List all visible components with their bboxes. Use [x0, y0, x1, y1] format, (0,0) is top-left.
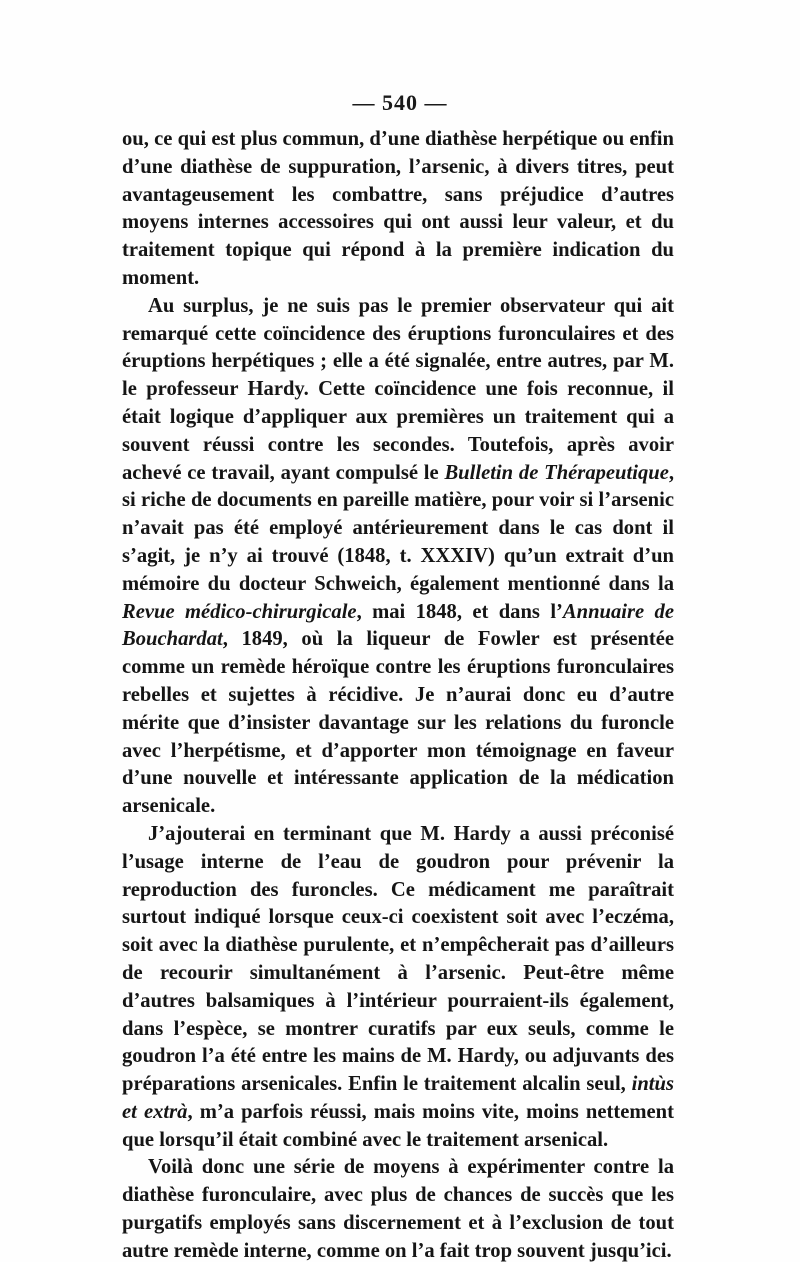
text-run: ou, ce qui est plus commun, d’une diathèse herpétique ou enfin d’une diathèse de suppuration, l’arsenic, à divers titres, peut avantageusement les combattre, sans préjudice d’autres moyens internes accessoires qui ont aussi leur valeur, et du traitement topique qui répond à la première indication du moment.	[122, 128, 674, 289]
text-run: , m’a parfois réussi, mais moins vite, moins nettement que lorsqu’il était combiné avec le traitement arsenical.	[122, 1100, 674, 1151]
text-run: Au surplus, je ne suis pas le premier observateur qui ait remarqué cette coïncidence des éruptions furonculaires et des éruptions herpétiques ; elle a été signalée, entre autres, par M. le professeur Hardy. Cette coïncidence une fois reconnue, il était logique d’appliquer aux premières un traitement qui a souvent réussi contre les secondes. Toutefois, après avoir achevé ce travail, ayant compulsé le	[122, 294, 674, 484]
text-run: J’ajouterai en terminant que M. Hardy a aussi préconisé l’usage interne de l’eau de goudron pour prévenir la reproduction des furoncles. Ce médicament me paraîtrait surtout indiqué lorsque ceux-ci coexistent soit avec l’eczéma, soit avec la diathèse purulente, et n’empêcherait pas d’ailleurs de recourir simultanément à l’arsenic. Peut-être même d’autres balsamiques à l’intérieur pourraient-ils également, dans l’espèce, se montrer curatifs par eux seuls, comme le goudron l’a été entre les mains de M. Hardy, ou adjuvants des préparations arsenicales. Enfin le traitement alcalin seul,	[122, 822, 674, 1096]
text-run: , mai 1848, et dans l’	[356, 600, 563, 623]
paragraph-2	[122, 293, 674, 821]
paragraph-3	[122, 821, 674, 1155]
paragraph-4	[122, 1154, 674, 1265]
latin-phrase: intùs et extrà	[122, 1073, 674, 1123]
page-number: — 540 —	[352, 90, 448, 115]
body-text	[122, 126, 674, 1266]
text-run: , si riche de documents en pareille matière, pour voir si l’arsenic n’avait pas été employé antérieurement dans le cas dont il s’agit, je n’y ai trouvé (1848, t. XXXIV) qu’un extrait d’un mémoire du docteur Schweich, également mentionné dans la	[122, 461, 674, 595]
journal-title: Bulletin de Thérapeutique	[444, 461, 669, 484]
journal-title: Annuaire de Bouchardat	[122, 600, 674, 651]
text-run: Voilà donc une série de moyens à expérimenter contre la diathèse furonculaire, avec plus de chances de succès que les purgatifs employés sans discernement et à l’exclusion de tout autre remède interne, comme on l’a fait trop souvent jusqu’ici.	[122, 1156, 674, 1262]
journal-title: Revue médico-chirurgicale	[122, 600, 357, 623]
paragraph-1	[122, 126, 674, 293]
text-run: , 1849, où la liqueur de Fowler est présentée comme un remède héroïque contre les éruptions furonculaires rebelles et sujettes à récidive. Je n’aurai donc eu d’autre mérite que d’insister davantage sur les relations du furoncle avec l’herpétisme, et d’apporter mon témoignage en faveur d’une nouvelle et intéressante application de la médication arsenicale.	[122, 628, 674, 818]
